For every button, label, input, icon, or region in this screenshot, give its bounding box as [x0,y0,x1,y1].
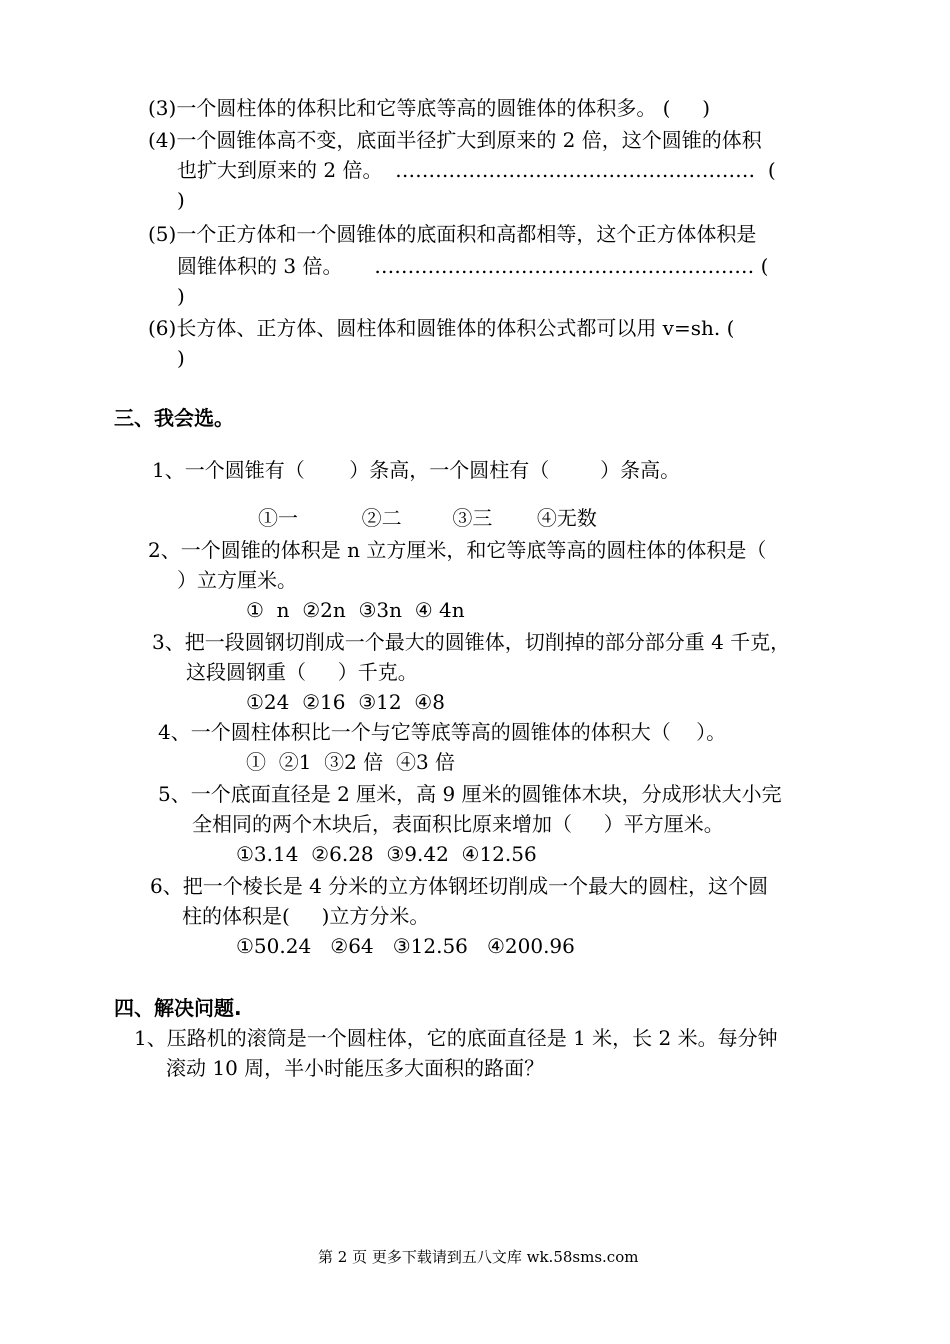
judge-q5-line2: 圆锥体积的 3 倍。 ………………………………………………… ( [177,254,769,278]
choice-q5-line2: 全相同的两个木块后，表面积比原来增加（ ）平方厘米。 [192,812,724,836]
choice-q2-line2: ）立方厘米。 [177,568,297,592]
choice-q5-options: ①3.14 ②6.28 ③9.42 ④12.56 [236,842,537,866]
section4-title: 四、解决问题. [114,996,242,1020]
choice-q6-line2: 柱的体积是( )立方分米。 [182,904,430,928]
choice-q1: 1、一个圆锥有（ ）条高，一个圆柱有（ ）条高。 [152,458,681,482]
judge-q4-line1: (4)一个圆锥体高不变，底面半径扩大到原来的 2 倍，这个圆锥的体积 [148,128,762,152]
choice-q4-options: ① ②1 ③2 倍 ④3 倍 [246,750,456,774]
page-footer: 第 2 页 更多下载请到五八文库 wk.58sms.com [318,1248,639,1266]
judge-q5-line3: ) [177,284,185,308]
choice-q5-line1: 5、一个底面直径是 2 厘米，高 9 厘米的圆锥体木块，分成形状大小完 [158,782,782,806]
choice-q2-options: ① n ②2n ③3n ④ 4n [246,598,465,622]
choice-q2-line1: 2、一个圆锥的体积是 n 立方厘米，和它等底等高的圆柱体的体积是（ [148,538,767,562]
choice-q1-options: ①一 ②二 ③三 ④无数 [258,506,597,530]
judge-q6-line1: (6)长方体、正方体、圆柱体和圆锥体的体积公式都可以用 v=sh. ( [148,316,735,340]
section3-title: 三、我会选。 [114,406,234,430]
judge-q4-line3: ) [177,188,185,212]
judge-q5-line1: (5)一个正方体和一个圆锥体的底面积和高都相等，这个正方体体积是 [148,222,757,246]
problem-q1-line2: 滚动 10 周，半小时能压多大面积的路面？ [166,1056,545,1080]
judge-q4-line2: 也扩大到原来的 2 倍。 ……………………………………………… ( [177,158,776,182]
choice-q6-options: ①50.24 ②64 ③12.56 ④200.96 [236,934,575,958]
choice-q4: 4、一个圆柱体积比一个与它等底等高的圆锥体的体积大（ ）。 [158,720,727,744]
choice-q3-line2: 这段圆钢重（ ）千克。 [186,660,418,684]
choice-q6-line1: 6、把一个棱长是 4 分米的立方体钢坯切削成一个最大的圆柱，这个圆 [150,874,769,898]
choice-q3-line1: 3、把一段圆钢切削成一个最大的圆锥体，切削掉的部分部分重 4 千克， [152,630,791,654]
judge-q6-line2: ) [177,346,185,370]
choice-q3-options: ①24 ②16 ③12 ④8 [246,690,445,714]
problem-q1-line1: 1、压路机的滚筒是一个圆柱体，它的底面直径是 1 米，长 2 米。每分钟 [134,1026,778,1050]
judge-q3: (3)一个圆柱体的体积比和它等底等高的圆锥体的体积多。 ( ) [148,96,711,120]
